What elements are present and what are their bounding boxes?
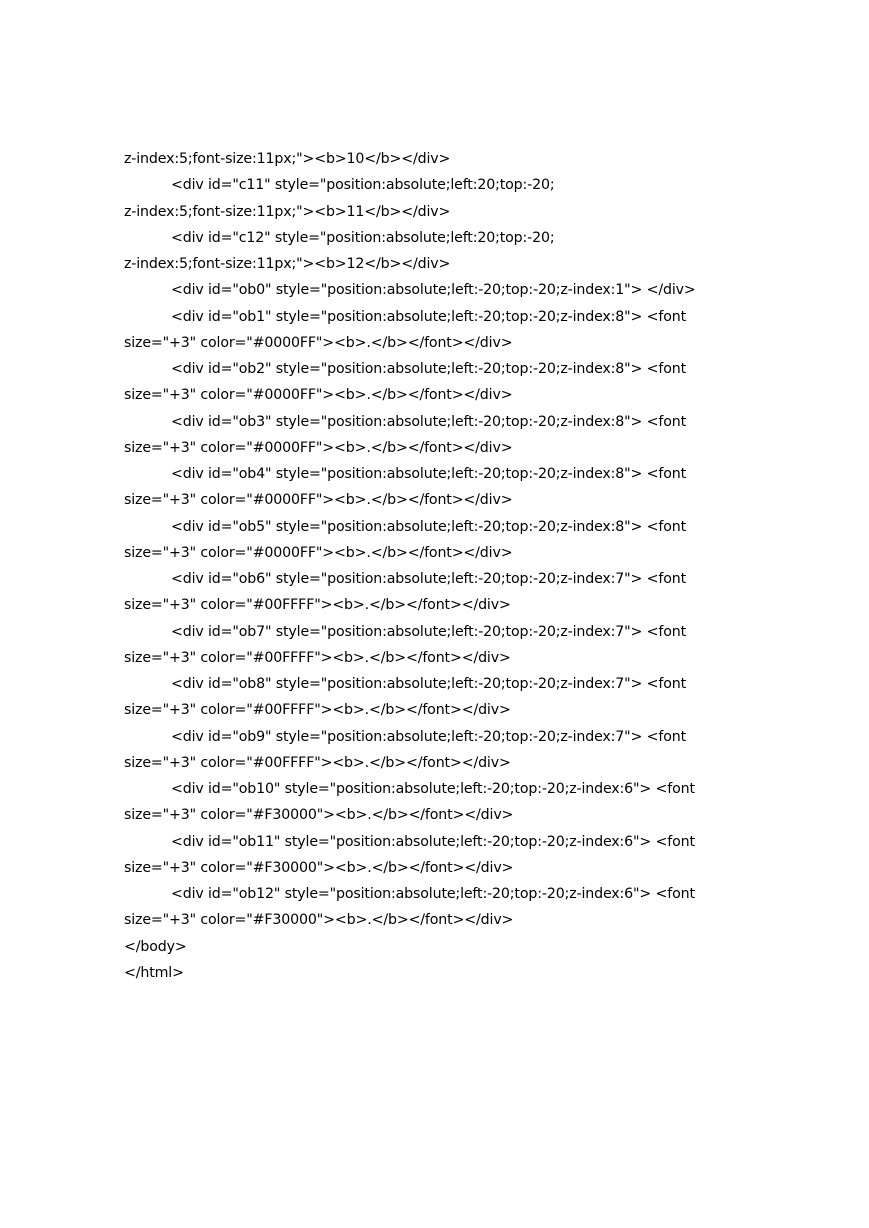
code-line: </html>	[124, 964, 184, 981]
code-line: z-index:5;font-size:11px;"><b>12</b></div>	[124, 256, 451, 272]
code-line: z-index:5;font-size:11px;"><b>10</b></div>	[124, 151, 451, 167]
code-line: <div id="ob12" style="position:absolute;left:-20;top:-20;z-index:6"> <font	[171, 886, 695, 902]
code-line: size="+3" color="#0000FF"><b>.</b></font></div>	[124, 439, 513, 456]
code-line: <div id="ob4" style="position:absolute;left:-20;top:-20;z-index:8"> <font	[171, 466, 687, 482]
code-line: <div id="ob7" style="position:absolute;left:-20;top:-20;z-index:7"> <font	[171, 623, 687, 640]
code-line: <div id="ob8" style="position:absolute;left:-20;top:-20;z-index:7"> <font	[171, 676, 687, 692]
code-line: size="+3" color="#F30000"><b>.</b></font></div>	[124, 859, 514, 876]
code-line: size="+3" color="#00FFFF"><b>.</b></font></div>	[124, 702, 511, 719]
code-line: size="+3" color="#0000FF"><b>.</b></font></div>	[124, 544, 513, 561]
code-line: z-index:5;font-size:11px;"><b>11</b></div>	[124, 203, 451, 220]
code-line: <div id="ob1" style="position:absolute;left:-20;top:-20;z-index:8"> <font	[171, 308, 687, 325]
code-line: size="+3" color="#F30000"><b>.</b></font></div>	[124, 912, 514, 929]
code-line: <div id="ob11" style="position:absolute;left:-20;top:-20;z-index:6"> <font	[171, 833, 695, 850]
code-line: <div id="c11" style="position:absolute;left:20;top:-20;	[171, 177, 555, 194]
code-line: size="+3" color="#0000FF"><b>.</b></font></div>	[124, 492, 513, 509]
code-line: <div id="ob0" style="position:absolute;left:-20;top:-20;z-index:1"> </div>	[171, 282, 696, 299]
code-line: size="+3" color="#F30000"><b>.</b></font></div>	[124, 807, 514, 824]
code-line: size="+3" color="#0000FF"><b>.</b></font></div>	[124, 387, 513, 404]
code-line: <div id="ob3" style="position:absolute;left:-20;top:-20;z-index:8"> <font	[171, 413, 687, 430]
code-line: size="+3" color="#00FFFF"><b>.</b></font></div>	[124, 597, 511, 614]
code-line: <div id="c12" style="position:absolute;left:20;top:-20;	[171, 229, 555, 246]
code-line: size="+3" color="#00FFFF"><b>.</b></font></div>	[124, 754, 511, 771]
code-line: size="+3" color="#0000FF"><b>.</b></font></div>	[124, 334, 513, 351]
code-line: </body>	[124, 938, 187, 955]
code-line: <div id="ob2" style="position:absolute;left:-20;top:-20;z-index:8"> <font	[171, 361, 687, 377]
code-line: <div id="ob6" style="position:absolute;left:-20;top:-20;z-index:7"> <font	[171, 571, 687, 587]
code-line: <div id="ob9" style="position:absolute;left:-20;top:-20;z-index:7"> <font	[171, 728, 687, 745]
code-line: size="+3" color="#00FFFF"><b>.</b></font></div>	[124, 649, 511, 666]
html-source-listing	[124, 146, 824, 986]
code-line: <div id="ob5" style="position:absolute;left:-20;top:-20;z-index:8"> <font	[171, 518, 687, 535]
code-line: <div id="ob10" style="position:absolute;left:-20;top:-20;z-index:6"> <font	[171, 781, 695, 797]
